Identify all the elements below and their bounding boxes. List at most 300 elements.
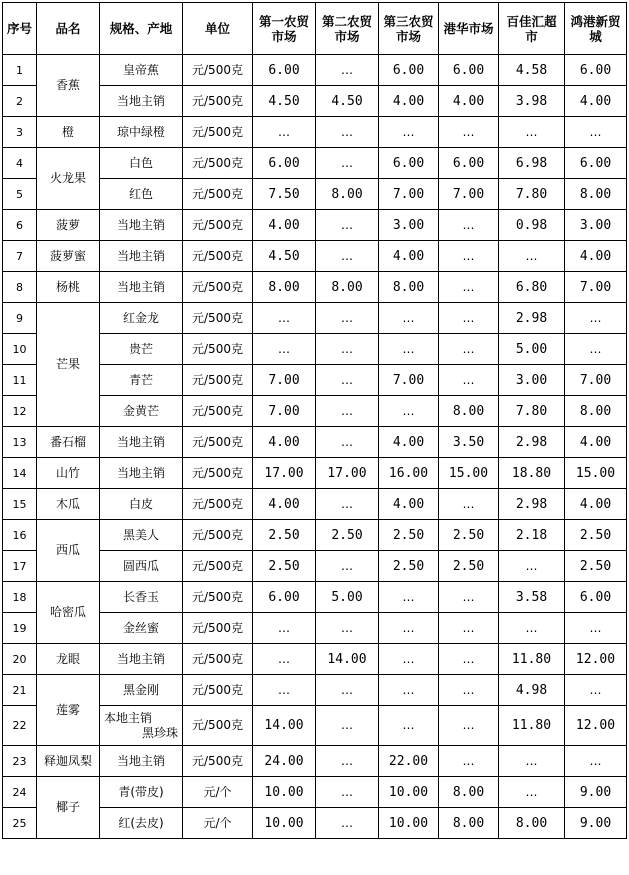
price-market-3: 7.00 [379,365,439,396]
price-market-3: 16.00 [379,458,439,489]
spec-text: 红色 [128,186,153,201]
price-honggang-mall: 6.00 [565,148,627,179]
price-gangua-market: … [439,489,499,520]
price-baijiahui-supermarket: 5.00 [499,334,565,365]
price-market-2: … [316,706,379,746]
price-market-1: 2.50 [253,520,316,551]
header-spec [100,3,183,55]
product-name: 番石榴 [37,427,100,458]
unit: 元/500克 [183,675,253,706]
price-baijiahui-supermarket: 11.80 [499,644,565,675]
product-name: 木瓜 [37,489,100,520]
price-honggang-mall: … [565,746,627,777]
product-spec [100,489,183,520]
price-baijiahui-supermarket: 2.98 [499,489,565,520]
price-market-2: … [316,808,379,839]
price-market-1: 8.00 [253,272,316,303]
price-gangua-market: … [439,365,499,396]
price-market-3: … [379,706,439,746]
price-gangua-market: 3.50 [439,427,499,458]
header-text: 鸿港新贸 [570,13,621,29]
row-seq: 11 [3,365,37,396]
price-market-2: … [316,303,379,334]
table-row [3,148,627,179]
price-baijiahui-supermarket: … [499,241,565,272]
table-row [3,746,627,777]
price-honggang-mall: 9.00 [565,808,627,839]
table-row [3,210,627,241]
header-unit [183,3,253,55]
price-baijiahui-supermarket: 4.98 [499,675,565,706]
product-spec [100,808,183,839]
price-baijiahui-supermarket: 18.80 [499,458,565,489]
header-text: 品名 [55,21,81,36]
price-baijiahui-supermarket: … [499,746,565,777]
table-body [3,55,627,839]
price-market-3: 10.00 [379,777,439,808]
row-seq: 16 [3,520,37,551]
price-baijiahui-supermarket: 7.80 [499,179,565,210]
header-text: 城 [589,28,602,44]
spec-text: 青(带皮) [118,784,164,799]
price-market-2: … [316,148,379,179]
row-seq: 1 [3,55,37,86]
table-row [3,117,627,148]
product-name: 香蕉 [37,55,100,117]
price-market-2: … [316,365,379,396]
price-baijiahui-supermarket: 8.00 [499,808,565,839]
spec-text: 皇帝蕉 [122,62,159,77]
row-seq: 25 [3,808,37,839]
price-market-2: … [316,551,379,582]
row-seq: 22 [3,706,37,746]
price-honggang-mall: 6.00 [565,582,627,613]
table-header [3,3,627,55]
product-spec [100,427,183,458]
price-honggang-mall: … [565,117,627,148]
header-text: 港华市场 [443,21,494,36]
unit: 元/500克 [183,520,253,551]
price-baijiahui-supermarket: 0.98 [499,210,565,241]
unit: 元/500克 [183,179,253,210]
product-spec [100,148,183,179]
price-gangua-market: 7.00 [439,179,499,210]
price-baijiahui-supermarket: 7.80 [499,396,565,427]
price-gangua-market: 8.00 [439,808,499,839]
price-gangua-market: … [439,210,499,241]
row-seq: 9 [3,303,37,334]
price-market-1: 7.50 [253,179,316,210]
unit: 元/500克 [183,644,253,675]
price-market-3: 4.00 [379,489,439,520]
price-market-1: 4.00 [253,489,316,520]
price-market-1: 4.50 [253,241,316,272]
price-honggang-mall: 15.00 [565,458,627,489]
price-market-2: 2.50 [316,520,379,551]
row-seq: 18 [3,582,37,613]
table-row [3,777,627,808]
product-spec [100,777,183,808]
header-market-3 [379,3,439,55]
spec-text: 圆西瓜 [122,558,159,573]
spec-text: 当地主销 [116,279,165,294]
price-honggang-mall: 4.00 [565,427,627,458]
price-market-1: 4.50 [253,86,316,117]
price-honggang-mall: 2.50 [565,551,627,582]
unit: 元/500克 [183,117,253,148]
price-market-1: … [253,334,316,365]
unit: 元/500克 [183,706,253,746]
price-market-1: 10.00 [253,777,316,808]
unit: 元/500克 [183,303,253,334]
row-seq: 7 [3,241,37,272]
price-gangua-market: 8.00 [439,777,499,808]
unit: 元/500克 [183,746,253,777]
header-text: 第一农贸 [258,13,309,29]
header-text: 市场 [395,28,421,44]
spec-text: 长香玉 [122,589,159,604]
product-spec [100,334,183,365]
spec-text: 黑珍珠 [141,725,178,740]
product-spec [100,365,183,396]
price-gangua-market: 4.00 [439,86,499,117]
unit: 元/500克 [183,241,253,272]
price-market-3: … [379,303,439,334]
price-market-2: … [316,489,379,520]
product-spec [100,746,183,777]
table-row [3,520,627,551]
price-honggang-mall: 2.50 [565,520,627,551]
price-market-2: … [316,117,379,148]
spec-text: 当地主销 [116,93,165,108]
price-market-1: 24.00 [253,746,316,777]
price-market-3: … [379,613,439,644]
price-market-3: … [379,334,439,365]
price-market-3: … [379,675,439,706]
product-spec [100,210,183,241]
header-text: 市 [525,28,538,44]
price-market-2: … [316,396,379,427]
price-market-3: 22.00 [379,746,439,777]
product-spec [100,241,183,272]
table-row [3,303,627,334]
row-seq: 3 [3,117,37,148]
price-honggang-mall: … [565,613,627,644]
price-baijiahui-supermarket: … [499,777,565,808]
price-baijiahui-supermarket: 2.98 [499,427,565,458]
product-spec [100,551,183,582]
product-name: 西瓜 [37,520,100,582]
product-name: 龙眼 [37,644,100,675]
price-market-2: 8.00 [316,272,379,303]
row-seq: 13 [3,427,37,458]
price-market-3: 6.00 [379,148,439,179]
price-market-3: … [379,396,439,427]
spec-text: 当地主销 [116,753,165,768]
price-market-3: 7.00 [379,179,439,210]
price-market-1: 6.00 [253,148,316,179]
product-name: 释迦凤梨 [37,746,100,777]
price-market-2: … [316,210,379,241]
product-name: 山竹 [37,458,100,489]
price-honggang-mall: 6.00 [565,55,627,86]
price-market-1: 7.00 [253,396,316,427]
unit: 元/500克 [183,148,253,179]
spec-text: 青芒 [128,372,153,387]
price-market-2: 4.50 [316,86,379,117]
price-baijiahui-supermarket: 2.18 [499,520,565,551]
product-name: 火龙果 [37,148,100,210]
product-spec [100,458,183,489]
row-seq: 19 [3,613,37,644]
price-market-3: 4.00 [379,241,439,272]
price-market-3: 2.50 [379,520,439,551]
header-text: 市场 [334,28,360,44]
price-market-1: 2.50 [253,551,316,582]
table-row [3,675,627,706]
product-spec [100,117,183,148]
row-seq: 12 [3,396,37,427]
price-gangua-market: … [439,613,499,644]
product-spec [100,396,183,427]
header-text: 单位 [204,21,230,36]
price-honggang-mall: 4.00 [565,86,627,117]
price-gangua-market: … [439,303,499,334]
price-market-1: 6.00 [253,55,316,86]
price-honggang-mall: 9.00 [565,777,627,808]
product-spec [100,86,183,117]
unit: 元/500克 [183,210,253,241]
price-baijiahui-supermarket: 6.80 [499,272,565,303]
header-name [37,3,100,55]
price-market-2: … [316,675,379,706]
table-row [3,489,627,520]
price-market-2: … [316,241,379,272]
row-seq: 6 [3,210,37,241]
header-market-2 [316,3,379,55]
unit: 元/500克 [183,551,253,582]
spec-text: 琼中绿橙 [116,124,165,139]
price-gangua-market: 15.00 [439,458,499,489]
spec-text: 黑美人 [122,527,159,542]
price-market-3: 6.00 [379,55,439,86]
price-market-3: … [379,582,439,613]
product-spec [100,55,183,86]
spec-text: 当地主销 [116,434,165,449]
price-market-3: 2.50 [379,551,439,582]
price-gangua-market: … [439,117,499,148]
price-market-1: 4.00 [253,427,316,458]
unit: 元/500克 [183,427,253,458]
price-baijiahui-supermarket: 2.98 [499,303,565,334]
row-seq: 8 [3,272,37,303]
price-market-3: 10.00 [379,808,439,839]
price-gangua-market: … [439,334,499,365]
header-market-1 [253,3,316,55]
price-honggang-mall: … [565,303,627,334]
product-name: 莲雾 [37,675,100,746]
spec-text: 白色 [128,155,153,170]
row-seq: 23 [3,746,37,777]
spec-text: 当地主销 [116,465,165,480]
table-row [3,55,627,86]
price-market-2: … [316,334,379,365]
row-seq: 17 [3,551,37,582]
product-spec [100,644,183,675]
price-market-2: 17.00 [316,458,379,489]
price-market-3: 3.00 [379,210,439,241]
price-market-3: … [379,117,439,148]
spec-text: 当地主销 [116,248,165,263]
price-market-2: … [316,777,379,808]
price-honggang-mall: 4.00 [565,489,627,520]
price-honggang-mall: … [565,675,627,706]
price-gangua-market: … [439,582,499,613]
product-name: 菠萝蜜 [37,241,100,272]
price-honggang-mall: 4.00 [565,241,627,272]
price-gangua-market: … [439,706,499,746]
product-name: 椰子 [37,777,100,839]
table-row [3,272,627,303]
unit: 元/500克 [183,365,253,396]
row-seq: 14 [3,458,37,489]
price-gangua-market: 6.00 [439,148,499,179]
price-market-2: 5.00 [316,582,379,613]
header-text: 百佳汇超 [506,13,557,29]
product-spec [100,272,183,303]
price-market-1: 7.00 [253,365,316,396]
price-honggang-mall: … [565,334,627,365]
product-spec [100,582,183,613]
price-market-3: 4.00 [379,427,439,458]
spec-text: 红(去皮) [118,815,164,830]
price-honggang-mall: 12.00 [565,706,627,746]
spec-text: 当地主销 [116,217,165,232]
price-honggang-mall: 8.00 [565,396,627,427]
price-baijiahui-supermarket: 11.80 [499,706,565,746]
price-honggang-mall: 7.00 [565,272,627,303]
price-honggang-mall: 3.00 [565,210,627,241]
unit: 元/500克 [183,86,253,117]
row-seq: 15 [3,489,37,520]
price-market-2: … [316,55,379,86]
price-market-3: 8.00 [379,272,439,303]
header-text: 市场 [271,28,297,44]
product-spec [100,675,183,706]
header-text: 第三农贸 [383,13,434,29]
price-market-1: … [253,117,316,148]
price-market-1: 4.00 [253,210,316,241]
unit: 元/500克 [183,458,253,489]
table-row [3,582,627,613]
price-gangua-market: … [439,644,499,675]
product-spec [100,303,183,334]
header-text: 第二农贸 [321,13,372,29]
price-market-1: 14.00 [253,706,316,746]
row-seq: 5 [3,179,37,210]
price-baijiahui-supermarket: … [499,613,565,644]
spec-text: 金丝蜜 [122,620,159,635]
table-row [3,241,627,272]
spec-text: 红金龙 [122,310,159,325]
price-honggang-mall: 7.00 [565,365,627,396]
unit: 元/500克 [183,582,253,613]
row-seq: 21 [3,675,37,706]
unit: 元/500克 [183,489,253,520]
row-seq: 4 [3,148,37,179]
price-baijiahui-supermarket: … [499,117,565,148]
unit: 元/500克 [183,396,253,427]
price-market-3: … [379,644,439,675]
unit: 元/个 [183,808,253,839]
price-market-2: … [316,746,379,777]
price-baijiahui-supermarket: 6.98 [499,148,565,179]
spec-text: 金黄芒 [122,403,159,418]
price-honggang-mall: 8.00 [565,179,627,210]
price-gangua-market: 2.50 [439,520,499,551]
price-baijiahui-supermarket: … [499,551,565,582]
row-seq: 10 [3,334,37,365]
table-row [3,427,627,458]
spec-text: 贵芒 [128,341,153,356]
price-gangua-market: 8.00 [439,396,499,427]
price-baijiahui-supermarket: 3.98 [499,86,565,117]
spec-text: 白皮 [128,496,153,511]
header-seq [3,3,37,55]
header-baijiahui-supermarket [499,3,565,55]
price-market-3: 4.00 [379,86,439,117]
price-market-2: … [316,613,379,644]
price-gangua-market: … [439,675,499,706]
spec-text: 当地主销 [116,651,165,666]
header-row [3,3,627,55]
price-table [2,2,627,839]
price-market-1: … [253,613,316,644]
header-text: 规格、产地 [109,21,173,36]
price-market-1: 6.00 [253,582,316,613]
price-gangua-market: 2.50 [439,551,499,582]
header-honggang-mall [565,3,627,55]
product-name: 杨桃 [37,272,100,303]
row-seq: 2 [3,86,37,117]
price-market-2: … [316,427,379,458]
header-text: 序号 [6,21,32,36]
row-seq: 24 [3,777,37,808]
price-baijiahui-supermarket: 4.58 [499,55,565,86]
product-name: 菠萝 [37,210,100,241]
table-row [3,458,627,489]
price-market-1: … [253,644,316,675]
spec-text: 本地主销 [104,710,153,725]
price-honggang-mall: 12.00 [565,644,627,675]
price-market-2: 8.00 [316,179,379,210]
product-spec [100,179,183,210]
price-gangua-market: … [439,746,499,777]
row-seq: 20 [3,644,37,675]
price-market-1: … [253,675,316,706]
unit: 元/500克 [183,613,253,644]
header-gangua-market [439,3,499,55]
product-spec [100,613,183,644]
product-spec [100,520,183,551]
price-gangua-market: … [439,272,499,303]
product-name: 橙 [37,117,100,148]
price-baijiahui-supermarket: 3.00 [499,365,565,396]
unit: 元/个 [183,777,253,808]
product-spec [100,706,183,746]
price-gangua-market: 6.00 [439,55,499,86]
unit: 元/500克 [183,55,253,86]
